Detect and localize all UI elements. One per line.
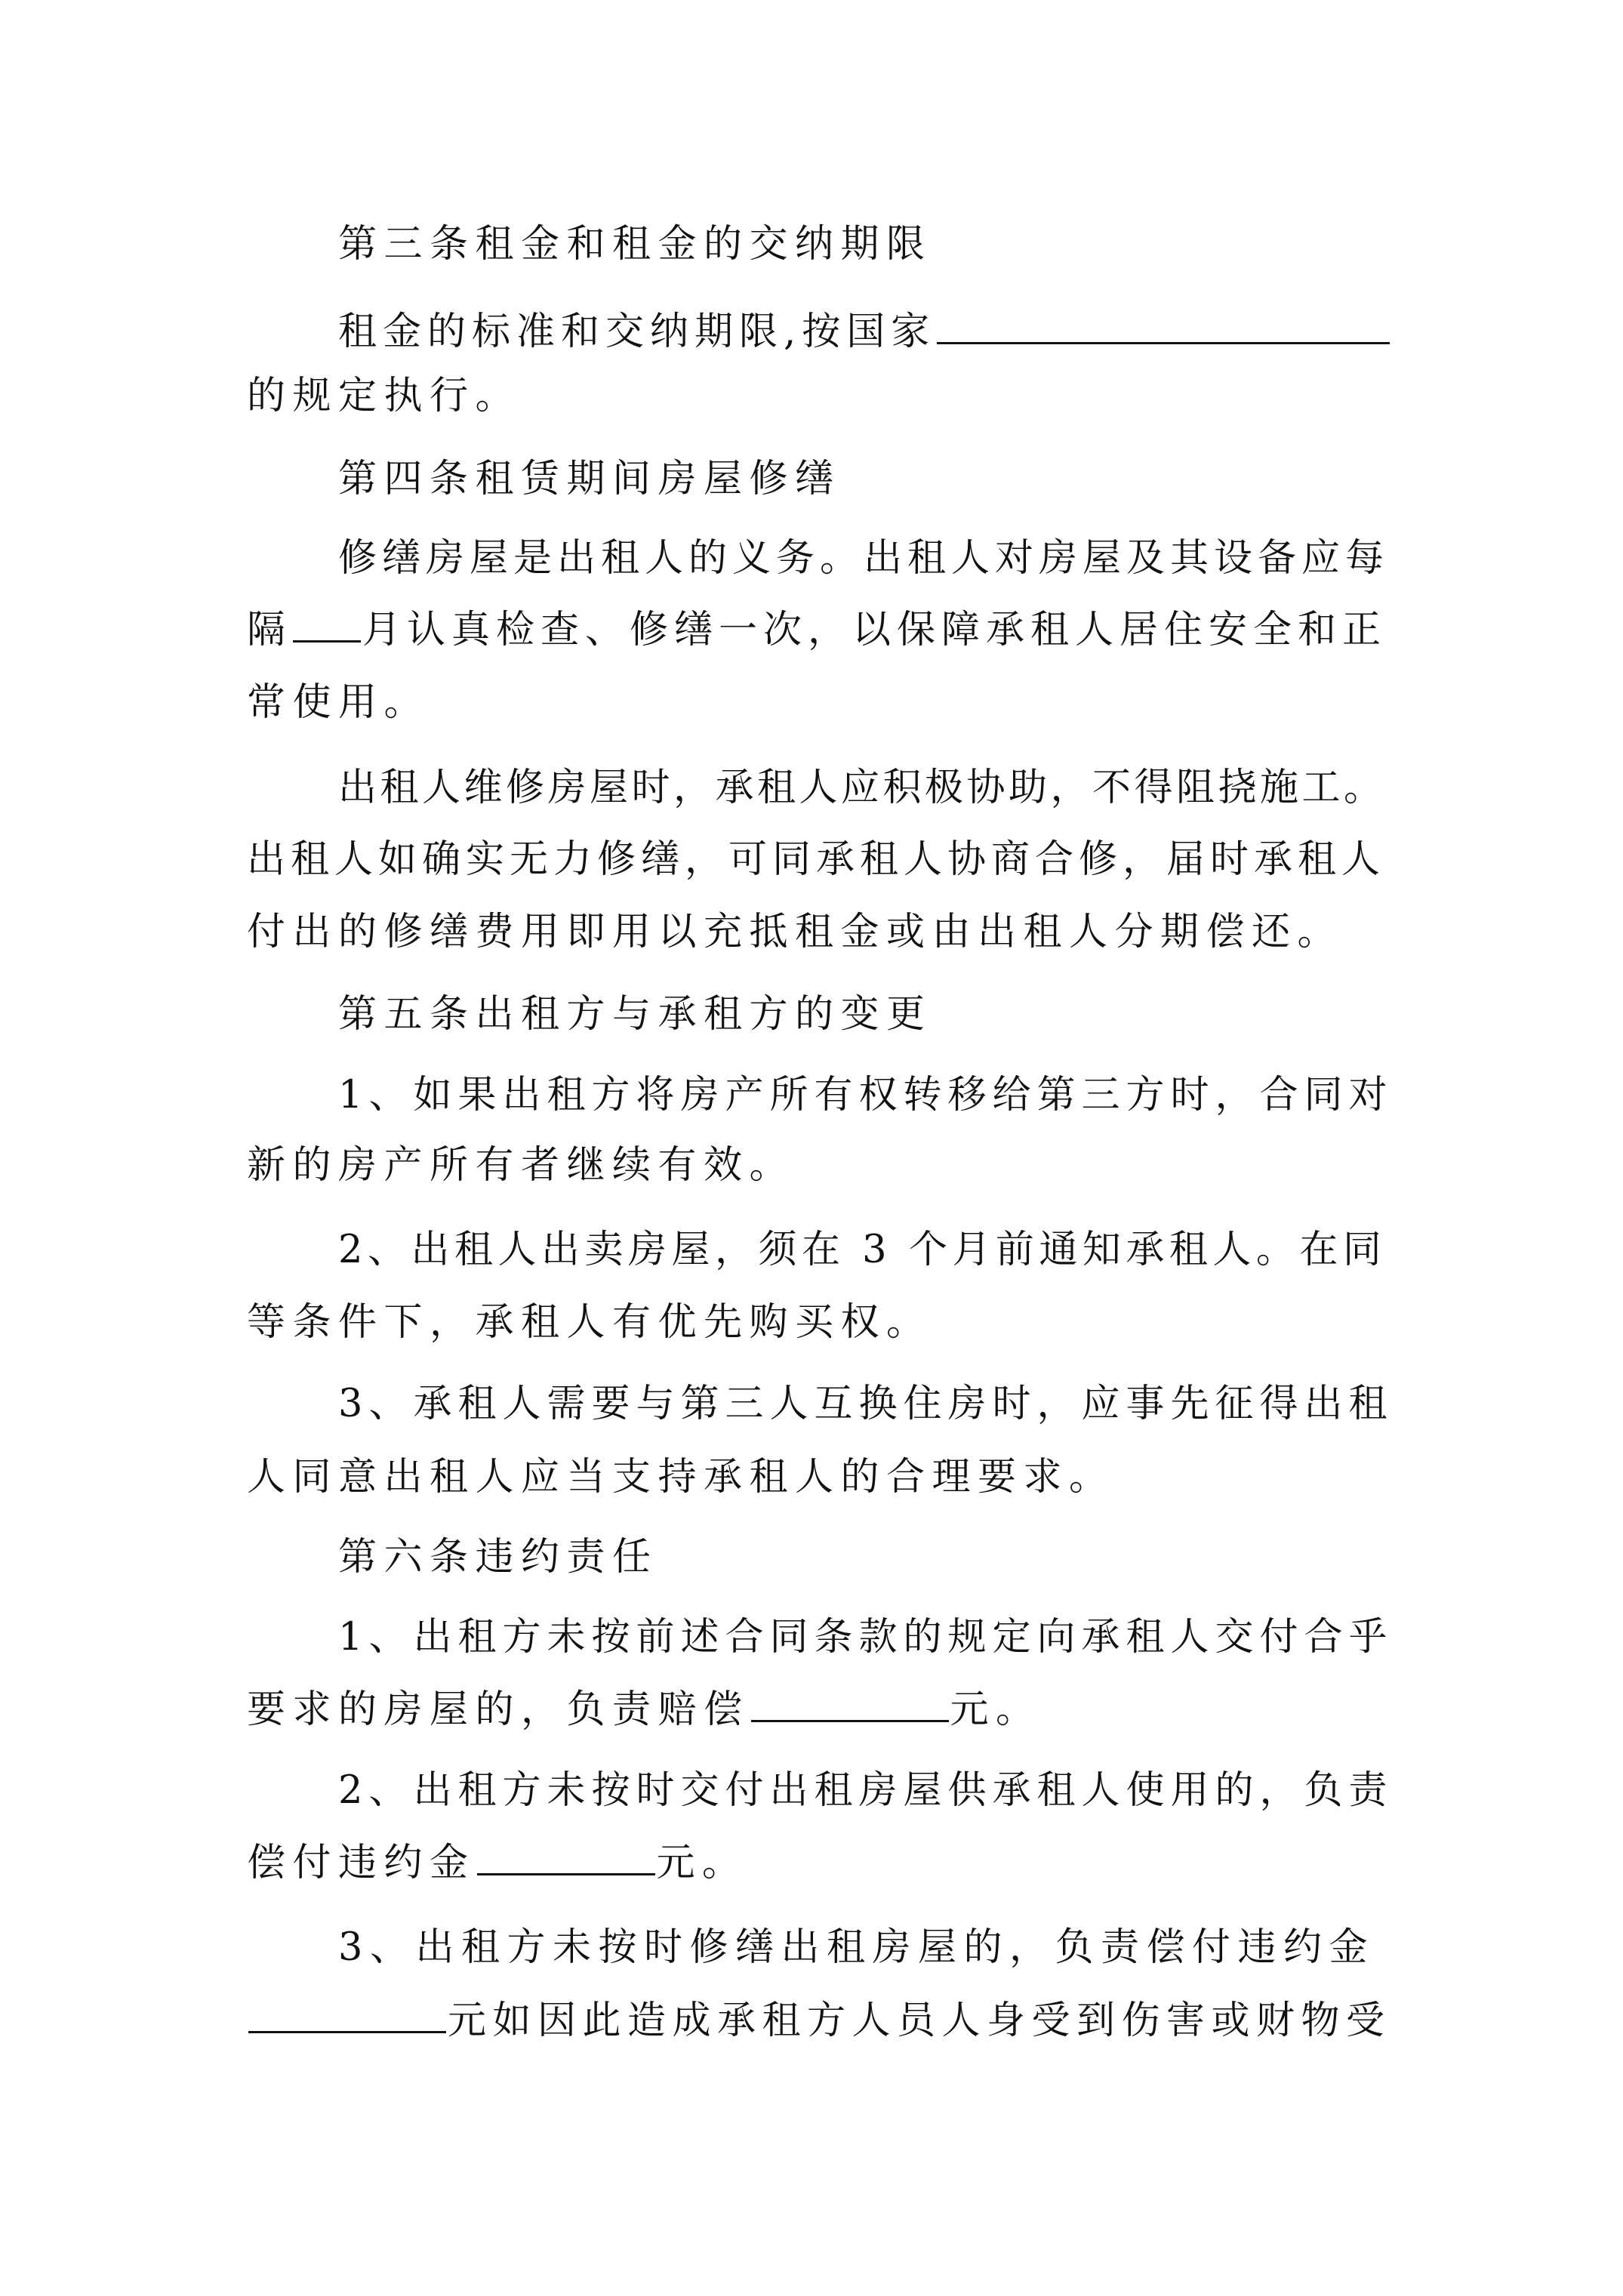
article-4-paragraph-line: 出租人如确实无力修缮，可同承租人协商合修，届时承租人 bbox=[247, 837, 1386, 882]
text-segment: 要求的房屋的，负责赔偿 bbox=[247, 1687, 750, 1732]
text-segment: 偿付违约金 bbox=[247, 1841, 476, 1885]
article-6-item-2-line bbox=[247, 1839, 748, 1888]
text-segment: 隔 bbox=[247, 608, 292, 652]
article-6-item-1-line bbox=[247, 1686, 1042, 1734]
text-segment: 租金的标准和交纳期限,按国家 bbox=[338, 310, 936, 354]
fill-in-blank bbox=[751, 1687, 949, 1722]
article-6-item-2-line: 2、出租方未按时交付出租房屋供承租人使用的，负责 bbox=[338, 1768, 1394, 1813]
article-5-item-3-line: 3、承租人需要与第三人互换住房时，应事先征得出租 bbox=[338, 1382, 1394, 1426]
article-4-heading: 第四条租赁期间房屋修缮 bbox=[338, 457, 841, 501]
article-5-heading: 第五条出租方与承租方的变更 bbox=[338, 992, 932, 1037]
article-5-item-1-line: 新的房产所有者继续有效。 bbox=[247, 1143, 796, 1188]
fill-in-blank bbox=[248, 1998, 446, 2033]
article-3-heading: 第三条租金和租金的交纳期限 bbox=[338, 222, 932, 267]
article-3-paragraph-line: 的规定执行。 bbox=[247, 374, 522, 418]
article-4-paragraph-line: 修缮房屋是出租人的义务。出租人对房屋及其设备应每 bbox=[338, 536, 1390, 581]
fill-in-blank bbox=[937, 309, 1390, 344]
article-6-item-3-line: 3、出租方未按时修缮出租房屋的，负责偿付违约金 bbox=[338, 1925, 1375, 1970]
article-5-item-2-line: 2、出租人出卖房屋，须在 3 个月前通知承租人。在同 bbox=[338, 1228, 1387, 1272]
article-4-paragraph-line: 出租人维修房屋时，承租人应积极协助，不得阻挠施工。 bbox=[338, 766, 1386, 810]
article-6-heading: 第六条违约责任 bbox=[338, 1535, 658, 1579]
article-6-item-3-line bbox=[247, 1997, 1391, 2045]
article-4-paragraph-line bbox=[247, 606, 1387, 655]
article-4-paragraph-line: 付出的修缮费用即用以充抵租金或由出租人分期偿还。 bbox=[247, 910, 1344, 954]
fill-in-blank bbox=[293, 607, 361, 643]
text-segment: 元。 bbox=[656, 1841, 748, 1885]
article-5-item-3-line: 人同意出租人应当支持承租人的合理要求。 bbox=[247, 1455, 1115, 1499]
fill-in-blank bbox=[477, 1840, 655, 1875]
article-4-paragraph-line: 常使用。 bbox=[247, 680, 430, 725]
article-5-item-1-line: 1、如果出租方将房产所有权转移给第三方时，合同对 bbox=[338, 1073, 1394, 1117]
text-segment: 元如因此造成承租方人员人身受到伤害或财物受 bbox=[448, 1999, 1391, 2043]
text-segment: 元。 bbox=[950, 1687, 1042, 1732]
article-3-paragraph-line bbox=[338, 308, 1391, 356]
article-5-item-2-line: 等条件下，承租人有优先购买权。 bbox=[247, 1300, 932, 1345]
article-6-item-1-line: 1、出租方未按前述合同条款的规定向承租人交付合乎 bbox=[338, 1615, 1394, 1660]
text-segment: 月认真检查、修缮一次，以保障承租人居住安全和正 bbox=[362, 608, 1387, 652]
